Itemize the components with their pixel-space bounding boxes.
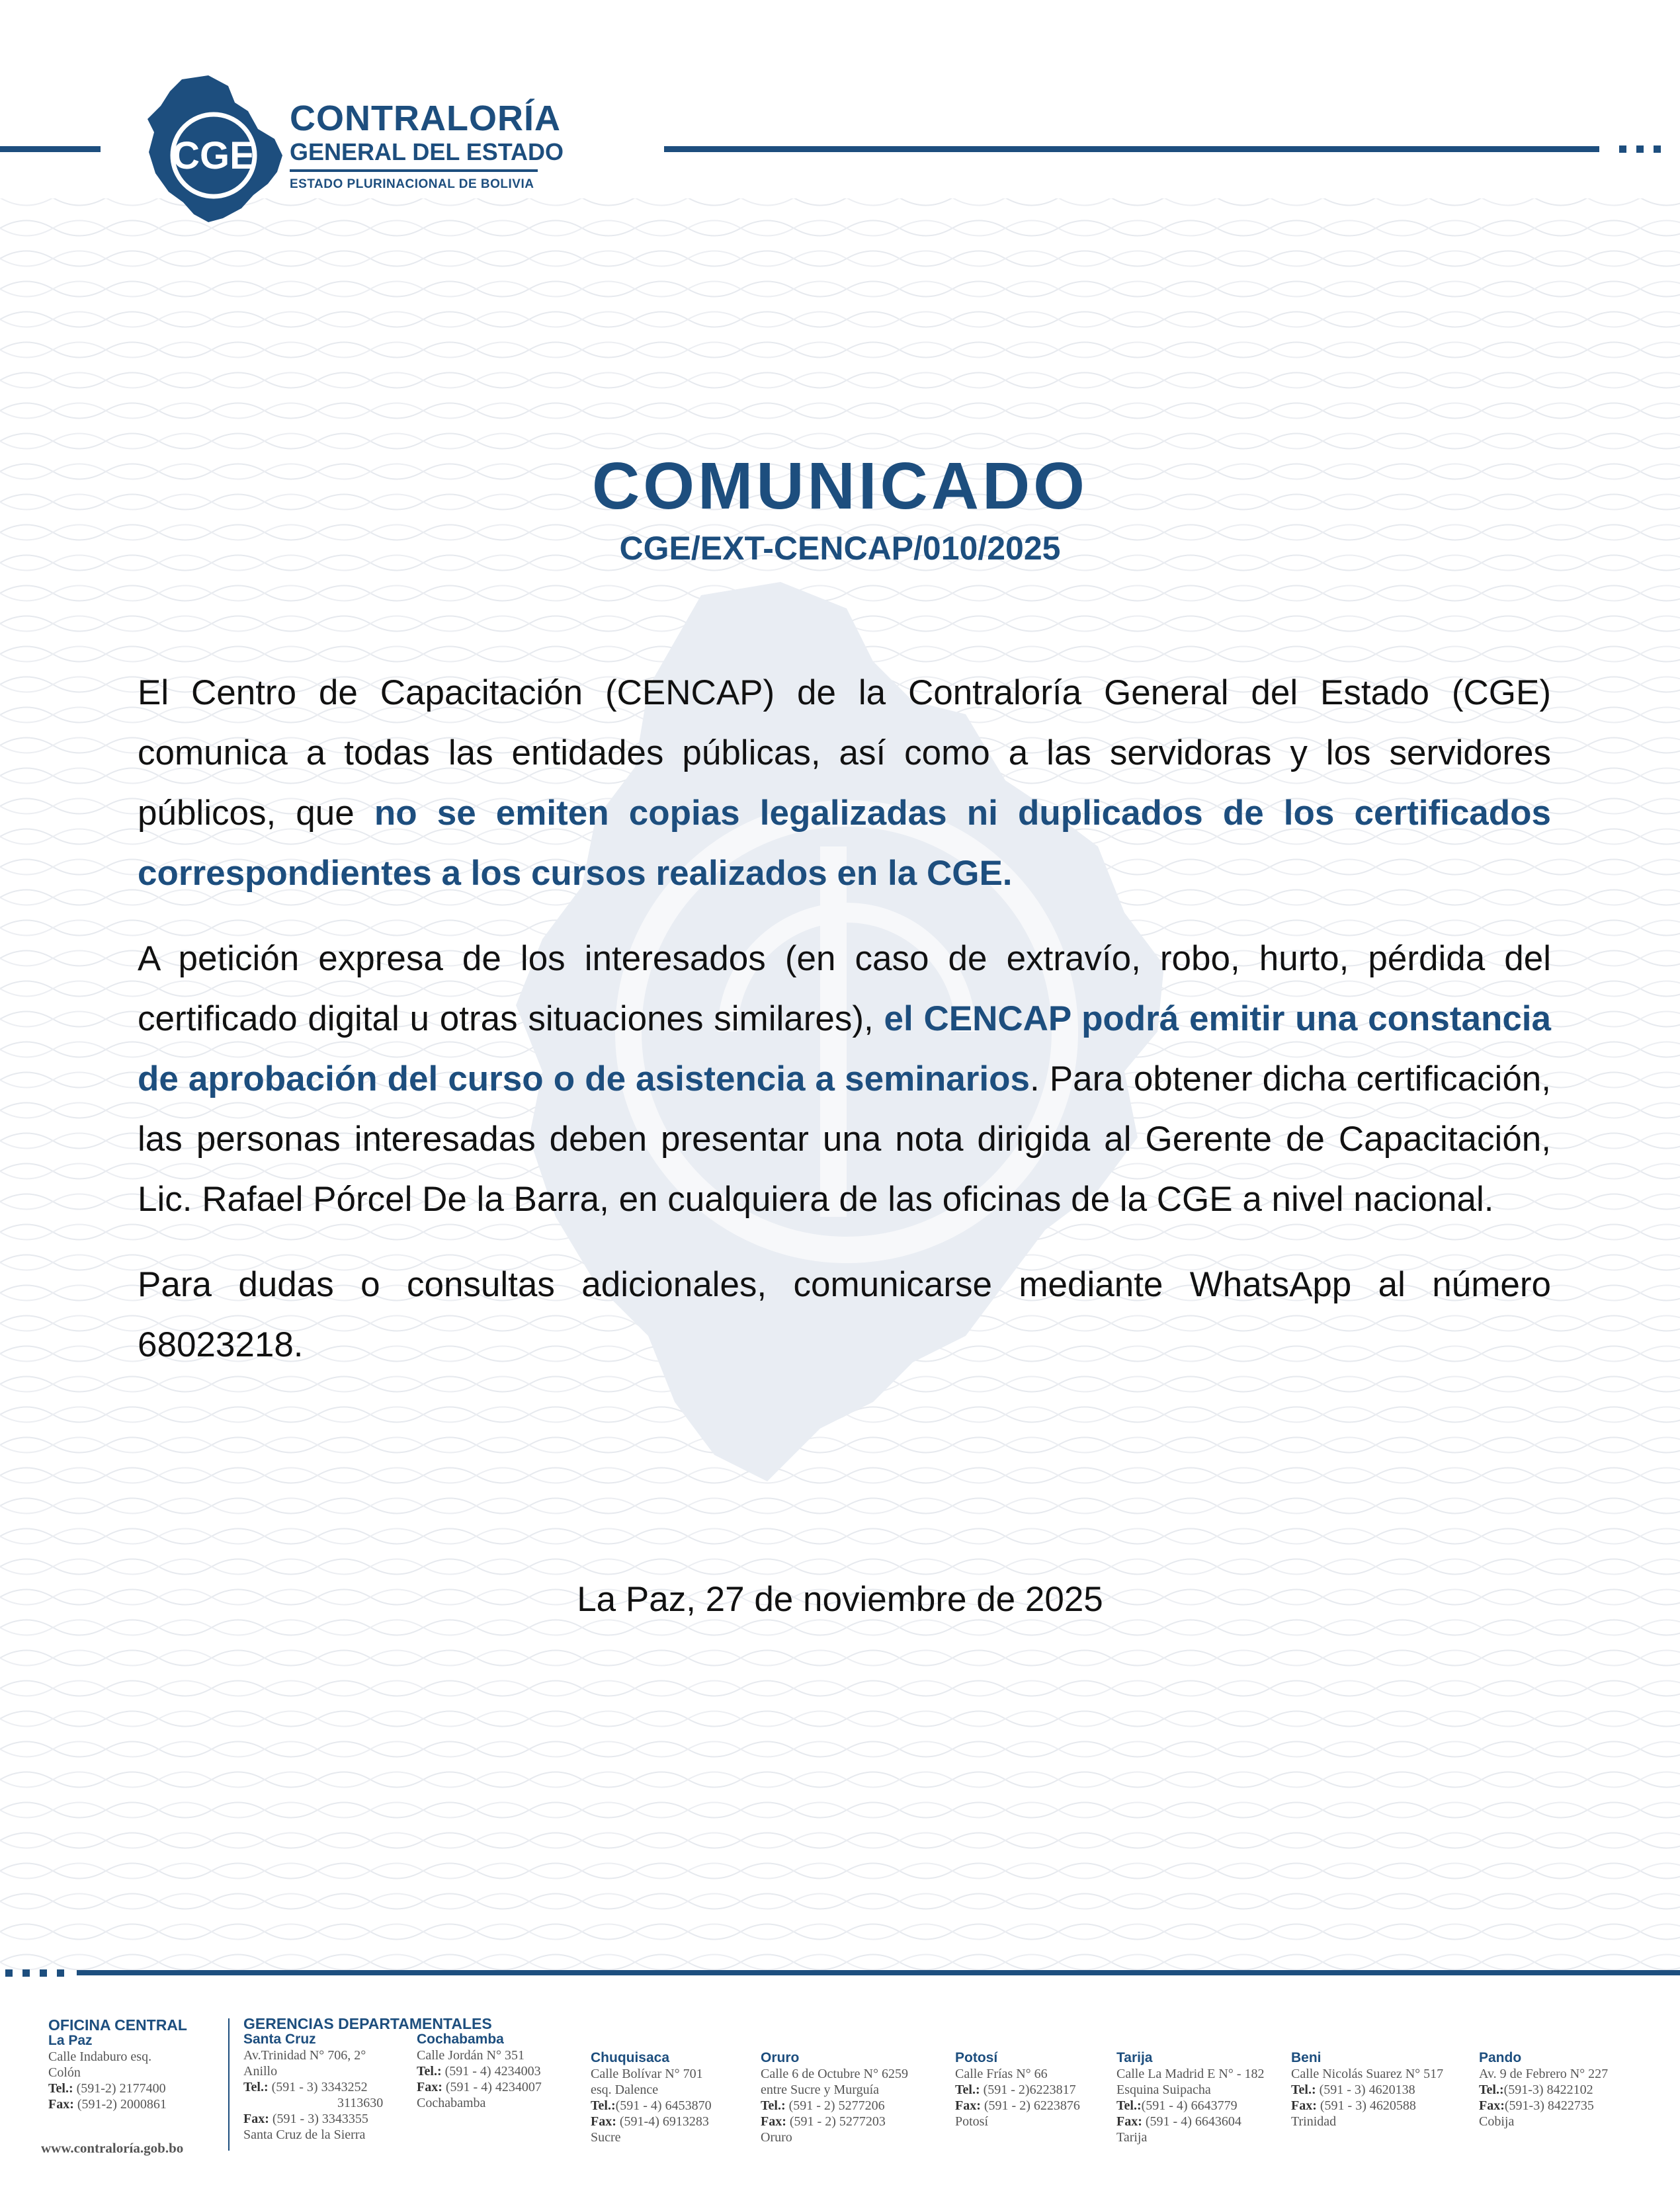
office-fax: Fax: (591 - 2) 6223876 xyxy=(955,2098,1080,2113)
office-city: Chuquisaca xyxy=(591,2050,670,2065)
office-address: Calle Jordán N° 351 xyxy=(417,2048,525,2063)
office-oruro xyxy=(761,2050,908,2145)
paragraph-1-text: El Centro de Capacitación (CENCAP) de la Contraloría General del Estado (CGE) comunica a todas las entidades públicas, así como a las servidoras y los servidores públicos, que xyxy=(138,673,1551,833)
office-tel: Tel.: (591 - 3) 3343252 xyxy=(243,2080,368,2094)
office-location: Cobija xyxy=(1479,2114,1515,2129)
header-rule-left xyxy=(0,146,101,152)
office-city: Santa Cruz xyxy=(243,2032,316,2047)
footer-dot xyxy=(57,1969,64,1977)
office-location: Trinidad xyxy=(1291,2114,1337,2129)
brand-block xyxy=(290,99,564,192)
office-city: Cochabamba xyxy=(417,2032,504,2047)
paragraph-1 xyxy=(138,663,1551,903)
office-city: Beni xyxy=(1291,2050,1322,2065)
office-address: Calle Nicolás Suarez N° 517 xyxy=(1291,2067,1444,2081)
footer xyxy=(0,2004,1680,2187)
office-city: Tarija xyxy=(1116,2050,1153,2065)
office-tel: Tel.:(591 - 4) 6643779 xyxy=(1116,2098,1238,2113)
office-fax: Fax: (591 - 3) 4620588 xyxy=(1291,2098,1416,2113)
office-tel: Tel.:(591-3) 8422102 xyxy=(1479,2083,1593,2097)
office-beni xyxy=(1291,2050,1443,2129)
header-dot xyxy=(1654,145,1661,153)
office-santa-cruz xyxy=(243,2032,383,2143)
office-address: esq. Dalence xyxy=(591,2083,659,2097)
office-fax: Fax: (591-4) 6913283 xyxy=(591,2114,709,2129)
header-dot xyxy=(1636,145,1644,153)
office-location: Sucre xyxy=(591,2130,621,2145)
footer-rule xyxy=(77,1970,1680,1975)
org-name-line-2: GENERAL DEL ESTADO xyxy=(290,138,564,165)
office-tel: Tel.: (591 - 3) 4620138 xyxy=(1291,2083,1415,2097)
office-address: Av. 9 de Febrero N° 227 xyxy=(1479,2067,1609,2081)
office-fax: Fax: (591 - 4) 4234007 xyxy=(417,2080,542,2094)
brand-divider xyxy=(290,169,538,172)
central-office-tel: Tel.: (591-2) 2177400 xyxy=(48,2081,166,2096)
document-body xyxy=(138,663,1551,1400)
central-office-city: La Paz xyxy=(48,2033,93,2048)
office-fax: Fax: (591 - 3) 3343355 xyxy=(243,2112,368,2126)
office-tel: Tel.: (591 - 2)6223817 xyxy=(955,2083,1076,2097)
office-address: Calle Frías N° 66 xyxy=(955,2067,1048,2081)
document-date: La Paz, 27 de noviembre de 2025 xyxy=(577,1580,1103,1619)
office-city: Pando xyxy=(1479,2050,1522,2065)
office-location: Santa Cruz de la Sierra xyxy=(243,2127,366,2142)
paragraph-3: Para dudas o consultas adicionales, comunicarse mediante WhatsApp al número 68023218. xyxy=(138,1265,1551,1364)
office-address: Calle La Madrid E N° - 182 xyxy=(1116,2067,1265,2081)
paragraph-2 xyxy=(138,928,1551,1229)
office-city: Oruro xyxy=(761,2050,800,2065)
org-name-line-3: ESTADO PLURINACIONAL DE BOLIVIA xyxy=(290,177,534,191)
logo-letters: CGE xyxy=(172,134,255,177)
website-link[interactable]: www.contraloría.gob.bo xyxy=(41,2140,184,2156)
footer-dot xyxy=(5,1969,13,1977)
office-address: Calle Bolívar N° 701 xyxy=(591,2067,703,2081)
office-tel: Tel.: (591 - 2) 5277206 xyxy=(761,2098,885,2113)
office-location: Cochabamba xyxy=(417,2096,486,2110)
office-city: Potosí xyxy=(955,2050,998,2065)
office-location: Oruro xyxy=(761,2130,792,2145)
office-potosi xyxy=(955,2050,1080,2129)
office-location: Potosí xyxy=(955,2114,989,2129)
footer-dot xyxy=(22,1969,30,1977)
paragraph-2-text: A petición expresa de los interesados (en caso de extravío, robo, hurto, pérdida del certificado digital u otras situaciones similares), xyxy=(138,939,1551,1038)
org-name-line-1: CONTRALORÍA xyxy=(290,99,561,138)
paragraph-2-highlight: el CENCAP podrá emitir una constancia de aprobación del curso o de asistencia a seminarios xyxy=(138,999,1551,1098)
office-address: Av.Trinidad N° 706, 2° xyxy=(243,2048,366,2063)
document-reference: CGE/EXT-CENCAP/010/2025 xyxy=(619,530,1061,567)
paragraph-2-text-end: . Para obtener dicha certificación, las personas interesadas deben presentar una nota dirigida al Gerente de Capacitación, Lic. Rafael Pórcel De la Barra, en cualquiera de las oficinas de la CGE a nivel nacional. xyxy=(138,1059,1551,1219)
central-office-address: Calle Indaburo esq. xyxy=(48,2049,152,2064)
central-office-address: Colón xyxy=(48,2065,81,2080)
paragraph-1-highlight: no se emiten copias legalizadas ni duplicados de los certificados correspondientes a los cursos realizados en la CGE. xyxy=(138,794,1551,893)
office-tel-2: 3113630 xyxy=(337,2096,384,2110)
office-fax: Fax:(591-3) 8422735 xyxy=(1479,2098,1594,2113)
central-office xyxy=(48,2017,187,2112)
central-office-fax: Fax: (591-2) 2000861 xyxy=(48,2097,167,2112)
header-rule-right xyxy=(664,146,1599,152)
cge-logo-icon xyxy=(136,73,288,225)
office-address: entre Sucre y Murguía xyxy=(761,2083,880,2097)
office-fax: Fax: (591 - 4) 6643604 xyxy=(1116,2114,1241,2129)
office-chuquisaca xyxy=(591,2050,712,2145)
footer-dot xyxy=(40,1969,47,1977)
office-fax: Fax: (591 - 2) 5277203 xyxy=(761,2114,886,2129)
office-tarija xyxy=(1116,2050,1265,2145)
office-tel: Tel.:(591 - 4) 6453870 xyxy=(591,2098,712,2113)
header-dot xyxy=(1619,145,1626,153)
office-address: Esquina Suipacha xyxy=(1116,2083,1211,2097)
office-pando xyxy=(1479,2050,1608,2129)
office-address: Calle 6 de Octubre N° 6259 xyxy=(761,2067,908,2081)
office-location: Tarija xyxy=(1116,2130,1148,2145)
footer-separator xyxy=(228,2018,230,2151)
document-title: COMUNICADO xyxy=(592,449,1088,523)
office-cochabamba xyxy=(417,2032,542,2111)
office-tel: Tel.: (591 - 4) 4234003 xyxy=(417,2064,541,2079)
central-office-title: OFICINA CENTRAL xyxy=(48,2016,187,2034)
departmental-title: GERENCIAS DEPARTAMENTALES xyxy=(243,2015,492,2032)
office-address: Anillo xyxy=(243,2064,278,2079)
